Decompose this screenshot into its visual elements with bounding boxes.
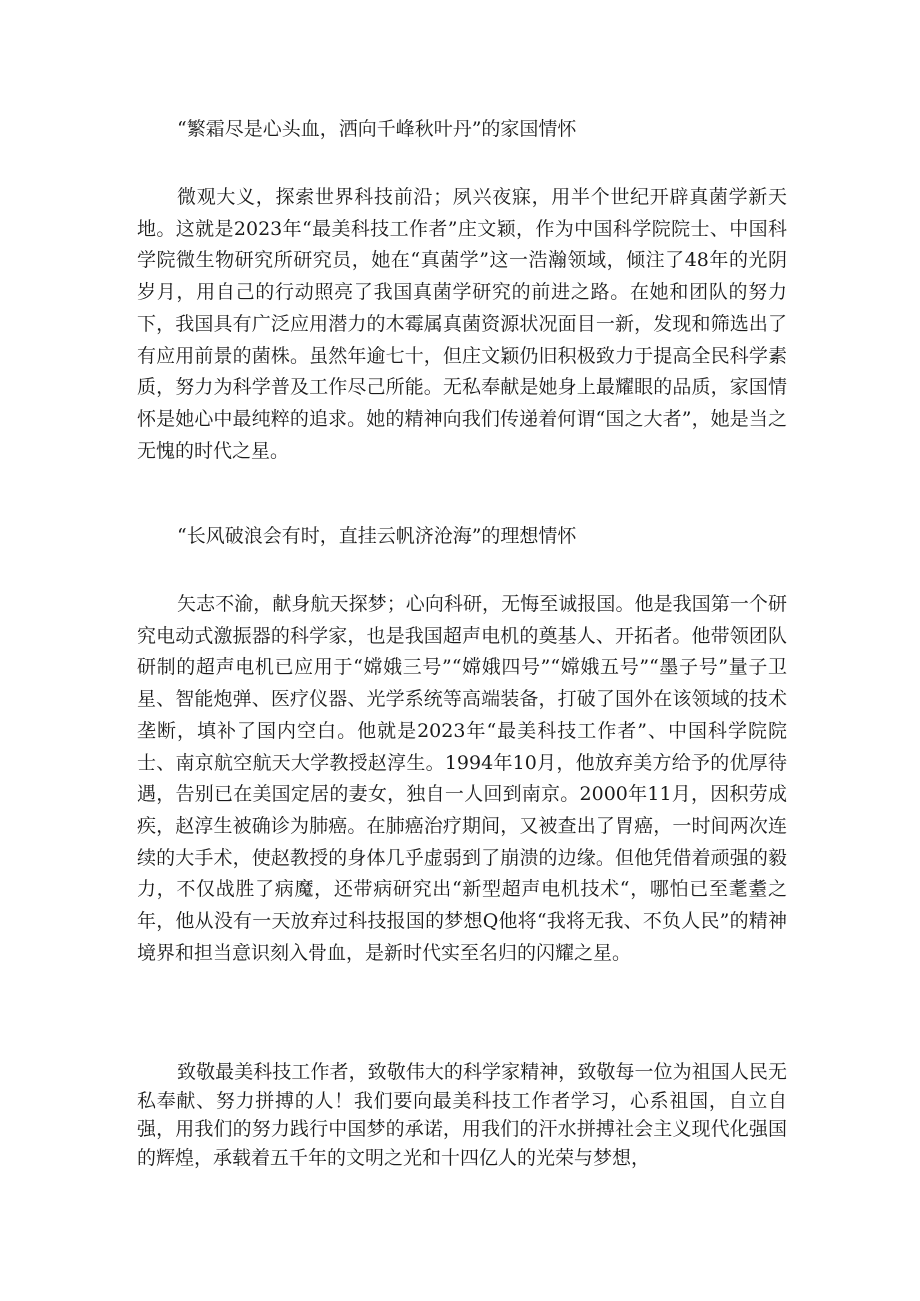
section-paragraph-1: 微观大义，探索世界科技前沿；夙兴夜寐，用半个世纪开辟真菌学新天地。这就是2023年“最美科技工作者”庄文颖，作为中国科学院院士、中国科学院微生物研究所研究员，她在“真菌学”这一浩瀚领域，倾注了48年的光阴岁月，用自己的行动照亮了我国真菌学研究的前进之路。在她和团队的努力下，我国具有广泛应用潜力的木霉属真菌资源状况面目一新，发现和筛选出了有应用前景的菌株。虽然年逾七十，但庄文颖仍旧积极致力于提高全民科学素质，努力为科学普及工作尽己所能。无私奉献是她身上最耀眼的品质，家国情怀是她心中最纯粹的追求。她的精神向我们传递着何谓“国之大者”，她是当之无愧的时代之星。 xyxy=(137,186,787,462)
section-heading-1: “繁霜尽是心头血，洒向千峰秋叶丹”的家国情怀 xyxy=(177,118,577,140)
section-heading-2: “长风破浪会有时，直挂云帆济沧海”的理想情怀 xyxy=(177,525,577,547)
closing-paragraph: 致敬最美科技工作者，致敬伟大的科学家精神，致敬每一位为祖国人民无私奉献、努力拼搏的人！我们要向最美科技工作者学习，心系祖国，自立自强，用我们的努力践行中国梦的承诺，用我们的汗水拼搏社会主义现代化强国的辉煌，承载着五千年的文明之光和十四亿人的光荣与梦想， xyxy=(137,1061,787,1169)
section-paragraph-2: 矢志不渝，献身航天探梦；心向科研，无悔至诚报国。他是我国第一个研究电动式激振器的科学家，也是我国超声电机的奠基人、开拓者。他带领团队研制的超声电机已应用于“嫦娥三号”“嫦娥四号”“嫦娥五号”“墨子号”量子卫星、智能炮弹、医疗仪器、光学系统等高端装备，打破了国外在该领域的技术垄断，填补了国内空白。他就是2023年“最美科技工作者”、中国科学院院士、南京航空航天大学教授赵淳生。1994年10月，他放弃美方给予的优厚待遇，告别已在美国定居的妻女，独自一人回到南京。2000年11月，因积劳成疾，赵淳生被确诊为肺癌。在肺癌治疗期间，又被查出了胃癌，一时间两次连续的大手术，使赵教授的身体几乎虚弱到了崩溃的边缘。但他凭借着顽强的毅力，不仅战胜了病魔，还带病研究出“新型超声电机技术“，哪怕已至耄耋之年，他从没有一天放弃过科技报国的梦想Q他将“我将无我、不负人民”的精神境界和担当意识刻入骨血，是新时代实至名归的闪耀之星。 xyxy=(137,593,787,964)
